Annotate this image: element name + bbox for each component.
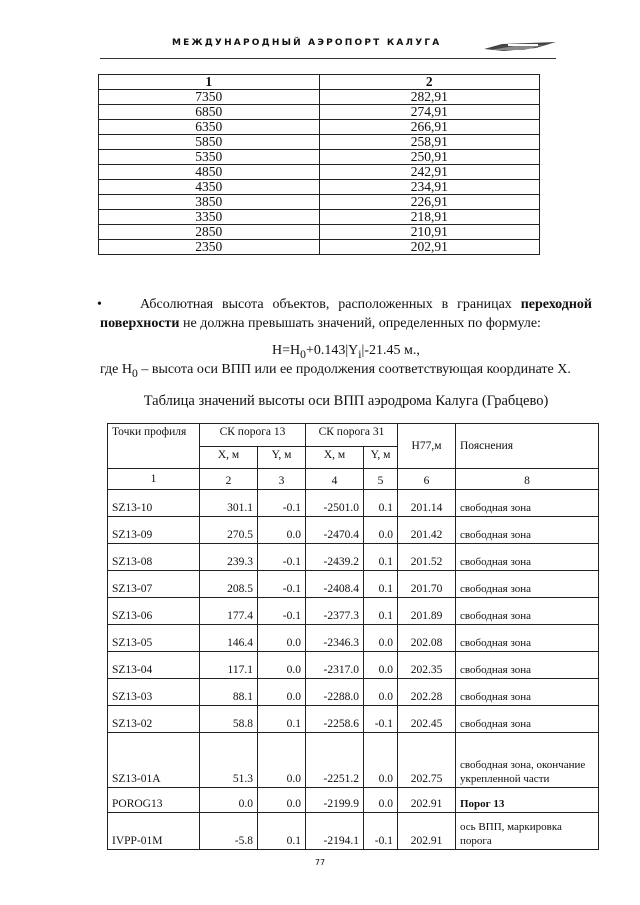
table-cell: -0.1 (258, 598, 306, 625)
table-row (99, 195, 540, 210)
table-cell: 0.0 (258, 652, 306, 679)
table-row (99, 135, 540, 150)
table-cell: 88.1 (200, 679, 258, 706)
note-cell: свободная зона (456, 571, 599, 598)
table-row (99, 150, 540, 165)
table-cell: -2470.4 (306, 517, 364, 544)
table-cell: 202.91 (398, 813, 456, 850)
note-cell: ось ВПП, маркировка порога (456, 813, 599, 850)
table-cell: 270.5 (200, 517, 258, 544)
table-row (99, 225, 540, 240)
table-cell: 301.1 (200, 490, 258, 517)
column-header: СК порога 13 (200, 424, 306, 447)
column-header: СК порога 31 (306, 424, 398, 447)
table-row (108, 652, 599, 679)
table-cell: 0.1 (364, 490, 398, 517)
column-number: 1 (108, 469, 200, 490)
table-cell: SZ13-01A (108, 733, 200, 788)
table-row (99, 90, 540, 105)
column-header: Y, м (364, 446, 398, 469)
column-header: Y, м (258, 446, 306, 469)
table-cell: SZ13-07 (108, 571, 200, 598)
table-cell: 0.0 (364, 652, 398, 679)
table-row (108, 733, 599, 788)
table-cell: 7350 (99, 90, 320, 105)
table-cell: 0.0 (364, 733, 398, 788)
table-row (108, 813, 599, 850)
table-row (99, 240, 540, 255)
column-header: X, м (306, 446, 364, 469)
table-cell: -2377.3 (306, 598, 364, 625)
column-header: 2 (319, 75, 540, 90)
table-cell: SZ13-02 (108, 706, 200, 733)
column-header: Пояснения (456, 424, 599, 469)
table-cell: 6350 (99, 120, 320, 135)
table-cell: -2199.9 (306, 788, 364, 813)
table-cell: -2346.3 (306, 625, 364, 652)
table-cell: 201.42 (398, 517, 456, 544)
table-cell: 4850 (99, 165, 320, 180)
table-row (108, 517, 599, 544)
note-emphasis: Порог 13 (460, 798, 505, 810)
table-cell: 239.3 (200, 544, 258, 571)
table-row (99, 105, 540, 120)
table-cell: 0.0 (258, 788, 306, 813)
table-cell: 5350 (99, 150, 320, 165)
note-cell: свободная зона (456, 679, 599, 706)
table-cell: -0.1 (258, 544, 306, 571)
table-row (108, 598, 599, 625)
table-cell: 202.45 (398, 706, 456, 733)
table-cell: 202,91 (319, 240, 540, 255)
table-cell: 210,91 (319, 225, 540, 240)
table-cell: -5.8 (200, 813, 258, 850)
table-cell: 258,91 (319, 135, 540, 150)
table-cell: 4350 (99, 180, 320, 195)
table-caption: Таблица значений высоты оси ВПП аэродрома Калуга (Грабцево) (143, 393, 549, 409)
formula-part: +0.143|Y (305, 343, 359, 358)
table-row (99, 120, 540, 135)
table-cell: 0.0 (364, 517, 398, 544)
table-cell: 0.0 (364, 625, 398, 652)
note-cell: свободная зона (456, 652, 599, 679)
column-number: 2 (200, 469, 258, 490)
table-cell: -2501.0 (306, 490, 364, 517)
table-cell: 2850 (99, 225, 320, 240)
column-header: Н77,м (398, 424, 456, 469)
formula-subscript: i (358, 347, 362, 361)
table-cell: 208.5 (200, 571, 258, 598)
table-row (108, 490, 599, 517)
table-cell: 242,91 (319, 165, 540, 180)
column-number: 5 (364, 469, 398, 490)
table-cell: 201.89 (398, 598, 456, 625)
airport-logo-icon (484, 40, 556, 58)
table-cell: -2408.4 (306, 571, 364, 598)
header-divider (100, 58, 556, 59)
note-cell: свободная зона (456, 490, 599, 517)
table-cell: 58.8 (200, 706, 258, 733)
table-cell: POROG13 (108, 788, 200, 813)
table-cell: 0.1 (258, 706, 306, 733)
table-cell: 274,91 (319, 105, 540, 120)
table-cell: 0.1 (258, 813, 306, 850)
table-row (99, 210, 540, 225)
note-cell: свободная зона (456, 625, 599, 652)
table-cell: IVPP-01M (108, 813, 200, 850)
table-cell: 0.0 (364, 679, 398, 706)
table-cell: SZ13-05 (108, 625, 200, 652)
table-cell: 0.0 (258, 625, 306, 652)
formula (272, 343, 420, 361)
table-cell: -2194.1 (306, 813, 364, 850)
table-cell: -2317.0 (306, 652, 364, 679)
table-row (108, 679, 599, 706)
table-cell: SZ13-09 (108, 517, 200, 544)
table-cell: -2258.6 (306, 706, 364, 733)
page-header (172, 34, 556, 56)
table-cell: 0.0 (200, 788, 258, 813)
table-row (108, 625, 599, 652)
column-number: 3 (258, 469, 306, 490)
table-row (108, 788, 599, 813)
table-cell: 202.91 (398, 788, 456, 813)
note-cell: свободная зона (456, 544, 599, 571)
note-cell (456, 788, 599, 813)
paragraph-text: не должна превышать значений, определенных по формуле: (179, 315, 541, 331)
table-cell: 234,91 (319, 180, 540, 195)
note-cell: свободная зона (456, 598, 599, 625)
column-number: 8 (456, 469, 599, 490)
note-cell: свободная зона, окончание укрепленной части (456, 733, 599, 788)
table-cell: 0.1 (364, 544, 398, 571)
table-cell: -0.1 (364, 813, 398, 850)
table-cell: 0.0 (258, 679, 306, 706)
formula-subscript: 0 (300, 347, 306, 361)
table-cell: 202.35 (398, 652, 456, 679)
table-cell: 201.14 (398, 490, 456, 517)
table-cell: 177.4 (200, 598, 258, 625)
table-cell: SZ13-06 (108, 598, 200, 625)
table-header-row (108, 424, 599, 447)
table-cell: 2350 (99, 240, 320, 255)
header-title: МЕЖДУНАРОДНЫЙ АЭРОПОРТ КАЛУГА (172, 38, 442, 48)
table-cell: 266,91 (319, 120, 540, 135)
height-table (98, 74, 540, 255)
column-header: Точки профиля (108, 424, 200, 469)
formula-explanation (100, 362, 592, 380)
column-number-row (108, 469, 599, 490)
table-cell: 3350 (99, 210, 320, 225)
table-cell: 201.52 (398, 544, 456, 571)
table-cell: 202.28 (398, 679, 456, 706)
table-cell: -0.1 (258, 571, 306, 598)
explanation-part: – высота оси ВПП или ее продолжения соответствующая координате X. (137, 362, 571, 377)
runway-axis-table (107, 423, 599, 850)
column-header: 1 (99, 75, 320, 90)
table-cell: 226,91 (319, 195, 540, 210)
table-cell: SZ13-03 (108, 679, 200, 706)
transition-surface-paragraph (97, 296, 592, 333)
table-row (99, 165, 540, 180)
table-cell: SZ13-04 (108, 652, 200, 679)
formula-part: H=H (272, 343, 301, 358)
table-cell: -2251.2 (306, 733, 364, 788)
table-cell: 202.08 (398, 625, 456, 652)
table-cell: 202.75 (398, 733, 456, 788)
explanation-part: где H (100, 362, 132, 377)
table-cell: 0.1 (364, 598, 398, 625)
column-number: 4 (306, 469, 364, 490)
table-cell: 0.0 (258, 517, 306, 544)
table-cell: -0.1 (258, 490, 306, 517)
note-cell: свободная зона (456, 517, 599, 544)
note-cell: свободная зона (456, 706, 599, 733)
table-cell: 0.1 (364, 571, 398, 598)
table-row (108, 571, 599, 598)
table-header-row (99, 75, 540, 90)
table-cell: -2288.0 (306, 679, 364, 706)
column-number: 6 (398, 469, 456, 490)
table-cell: 146.4 (200, 625, 258, 652)
table-row (99, 180, 540, 195)
table-row (108, 544, 599, 571)
table-cell: 6850 (99, 105, 320, 120)
table-cell: 51.3 (200, 733, 258, 788)
table-cell: 0.0 (364, 788, 398, 813)
paragraph-emphasis: переходной поверхности (100, 297, 592, 331)
page-number: 77 (314, 858, 326, 867)
table-cell: SZ13-10 (108, 490, 200, 517)
table-cell: 201.70 (398, 571, 456, 598)
table-row (108, 706, 599, 733)
table-cell: 0.0 (258, 733, 306, 788)
formula-part: |-21.45 м., (361, 343, 420, 358)
table-cell: 5850 (99, 135, 320, 150)
table-cell: 282,91 (319, 90, 540, 105)
paragraph-text: Абсолютная высота объектов, расположенных в границах (140, 297, 521, 312)
table-cell: SZ13-08 (108, 544, 200, 571)
table-cell: -0.1 (364, 706, 398, 733)
bullet: • (97, 297, 102, 312)
column-header: X, м (200, 446, 258, 469)
explanation-subscript: 0 (132, 366, 138, 380)
table-cell: 250,91 (319, 150, 540, 165)
table-cell: 3850 (99, 195, 320, 210)
table-cell: -2439.2 (306, 544, 364, 571)
table-cell: 117.1 (200, 652, 258, 679)
table-cell: 218,91 (319, 210, 540, 225)
